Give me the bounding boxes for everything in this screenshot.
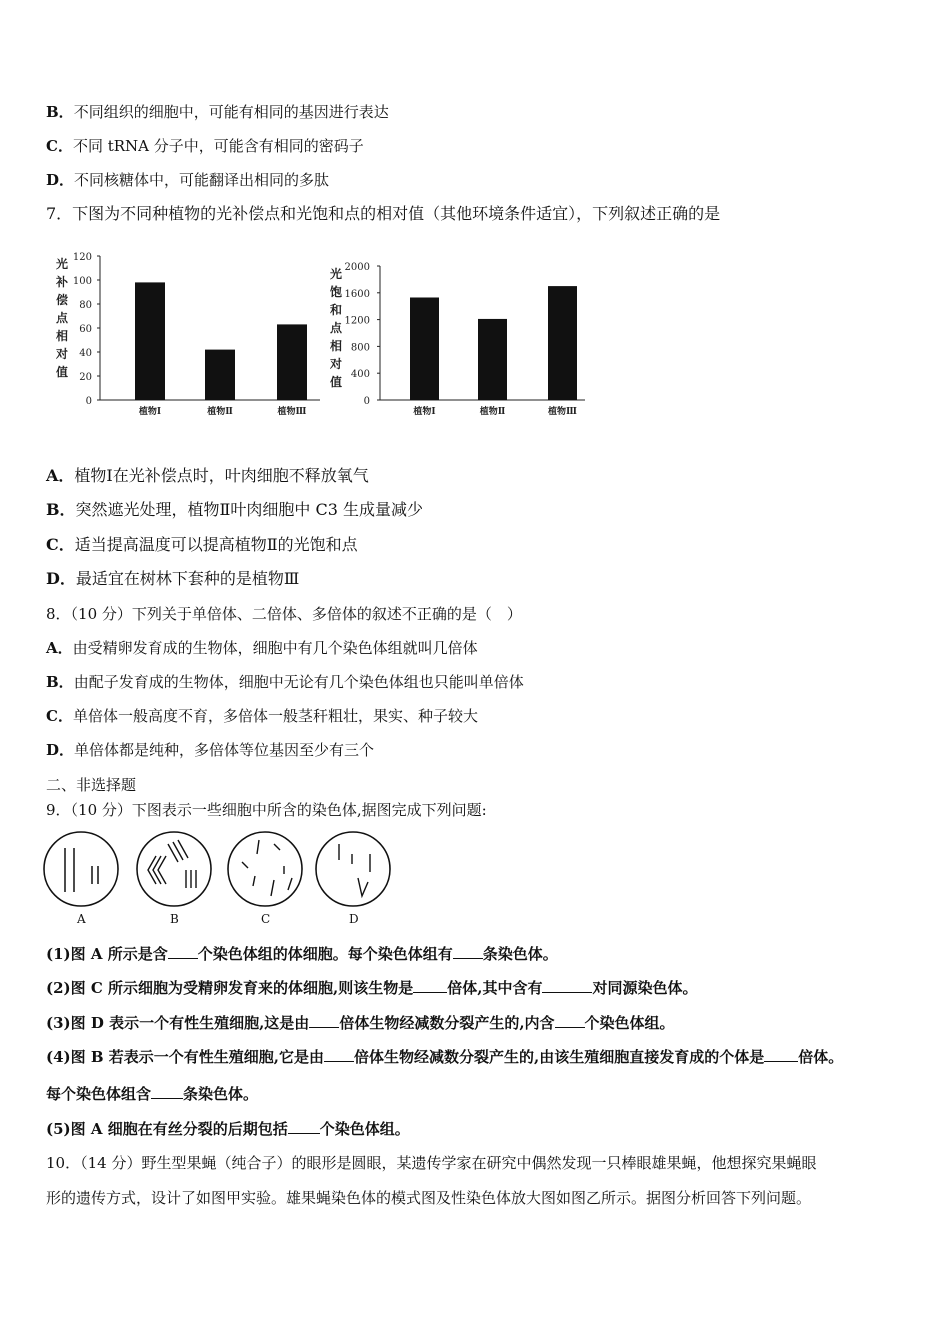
q7-option-b: B．突然遮光处理，植物Ⅱ叶肉细胞中 C3 生成量减少 — [46, 500, 424, 519]
q7-stem: 7．下图为不同种植物的光补偿点和光饱和点的相对值（其他环境条件适宜），下列叙述正确的是 — [46, 204, 721, 223]
answer-blank[interactable] — [453, 944, 483, 959]
q8-stem: 8．（10 分）下列关于单倍体、二倍体、多倍体的叙述不正确的是（ ） — [46, 605, 522, 623]
q9-stem: 9．（10 分）下图表示一些细胞中所含的染色体,据图完成下列问题: — [46, 801, 487, 819]
cell-label-a: A — [77, 912, 86, 926]
chart-compensation-point — [55, 252, 320, 417]
q9-part-4b: 每个染色体组含 条染色体。 — [46, 1085, 259, 1103]
y-axis-label-char: 补 — [55, 275, 69, 289]
cell-a — [44, 832, 118, 906]
y-axis-label-char: 光 — [55, 257, 69, 271]
y-axis-label-char: 对 — [55, 347, 69, 361]
answer-blank[interactable] — [288, 1119, 320, 1134]
y-tick-label: 40 — [79, 348, 92, 359]
y-tick-label: 80 — [79, 300, 92, 311]
y-tick-label: 2000 — [344, 262, 370, 273]
answer-blank[interactable] — [413, 978, 447, 993]
y-axis-label-char: 相 — [55, 329, 69, 343]
q8-option-d: D．单倍体都是纯种，多倍体等位基因至少有三个 — [46, 741, 375, 759]
category-label: 植物Ⅲ — [277, 407, 307, 417]
bar — [135, 282, 165, 400]
bar — [205, 350, 235, 400]
category-label: 植物Ⅲ — [548, 407, 577, 417]
category-label: 植物Ⅱ — [479, 407, 506, 417]
y-tick-label: 0 — [85, 396, 92, 407]
y-tick-label: 800 — [350, 342, 370, 354]
q7-option-a: A．植物Ⅰ在光补偿点时，叶肉细胞不释放氧气 — [46, 466, 369, 485]
y-axis-label-char: 相 — [329, 339, 343, 353]
answer-blank[interactable] — [542, 978, 592, 993]
answer-blank[interactable] — [151, 1084, 183, 1099]
y-axis-label-char: 值 — [55, 365, 69, 379]
q10-line-1: 10．（14 分）野生型果蝇（纯合子）的眼形是圆眼，某遗传学家在研究中偶然发现一只棒眼雄果蝇，他想探究果蝇眼 — [46, 1154, 817, 1172]
y-tick-label: 0 — [363, 396, 370, 407]
q9-part-2: (2)图 C 所示细胞为受精卵发育来的体细胞,则该生物是 倍体,其中含有 对同源染色体。 — [46, 979, 698, 997]
cell-labels — [76, 912, 359, 926]
y-tick-label: 400 — [350, 369, 370, 381]
q7-option-d: D．最适宜在树林下套种的是植物Ⅲ — [46, 569, 300, 588]
answer-blank[interactable] — [324, 1047, 354, 1062]
category-label: 植物Ⅱ — [207, 407, 233, 417]
y-tick-label: 1200 — [344, 315, 370, 327]
y-axis-label-char: 饱 — [329, 285, 343, 299]
y-axis-label-char: 点 — [55, 311, 69, 325]
cell-label-c: C — [261, 912, 271, 926]
answer-blank[interactable] — [764, 1047, 798, 1062]
q8-option-a: A．由受精卵发育成的生物体，细胞中有几个染色体组就叫几倍体 — [46, 639, 478, 657]
section-heading: 二、非选择题 — [46, 776, 137, 794]
q6-option-c: C．不同 tRNA 分子中，可能含有相同的密码子 — [46, 137, 364, 155]
bar — [548, 286, 577, 400]
q9-part-1: (1)图 A 所示是含 个染色体组的体细胞。每个染色体组有 条染色体。 — [46, 945, 558, 963]
category-label: 植物Ⅰ — [413, 407, 436, 417]
y-tick-label: 60 — [79, 324, 92, 335]
answer-blank[interactable] — [168, 944, 198, 959]
y-axis-label-char: 光 — [329, 267, 343, 281]
cell-label-d: D — [349, 912, 359, 926]
y-axis-label-char: 和 — [329, 303, 343, 317]
bar — [410, 297, 439, 400]
cell-c — [228, 832, 302, 906]
q9-part-5: (5)图 A 细胞在有丝分裂的后期包括 个染色体组。 — [46, 1120, 410, 1138]
q6-option-b: B．不同组织的细胞中，可能有相同的基因进行表达 — [46, 103, 389, 121]
category-label: 植物Ⅰ — [138, 407, 162, 417]
q6-option-d: D．不同核糖体中，可能翻译出相同的多肽 — [46, 171, 330, 189]
q8-option-c: C．单倍体一般高度不育，多倍体一般茎秆粗壮，果实、种子较大 — [46, 707, 478, 725]
q10-line-2: 形的遗传方式，设计了如图甲实验。雄果蝇染色体的模式图及性染色体放大图如图乙所示。据图分析回答下列问题。 — [46, 1189, 812, 1207]
bar — [277, 324, 307, 400]
y-axis-label-char: 值 — [329, 375, 343, 389]
chart-saturation-point — [329, 262, 585, 417]
q8-option-b: B．由配子发育成的生物体，细胞中无论有几个染色体组也只能叫单倍体 — [46, 673, 524, 691]
y-axis-label-char: 偿 — [55, 293, 69, 307]
cell-label-b: B — [170, 912, 179, 926]
bar — [478, 319, 507, 400]
y-tick-label: 1600 — [344, 288, 370, 300]
y-axis-label-char: 对 — [329, 357, 343, 371]
q9-cells-figure — [40, 826, 400, 930]
y-tick-label: 20 — [79, 372, 92, 383]
cell-d — [316, 832, 390, 906]
cell-b — [137, 832, 211, 906]
q7-charts — [40, 242, 600, 422]
answer-blank[interactable] — [309, 1013, 339, 1028]
q7-option-c: C．适当提高温度可以提高植物Ⅱ的光饱和点 — [46, 535, 358, 554]
q9-part-3: (3)图 D 表示一个有性生殖细胞,这是由 倍体生物经减数分裂产生的,内含 个染色体组。 — [46, 1014, 675, 1032]
q9-part-4: (4)图 B 若表示一个有性生殖细胞,它是由 倍体生物经减数分裂产生的,由该生殖细胞直接发育成的个体是 倍体。 — [46, 1048, 844, 1066]
answer-blank[interactable] — [555, 1013, 585, 1028]
y-tick-label: 100 — [72, 276, 92, 287]
y-tick-label: 120 — [72, 252, 92, 263]
y-axis-label-char: 点 — [329, 321, 343, 335]
